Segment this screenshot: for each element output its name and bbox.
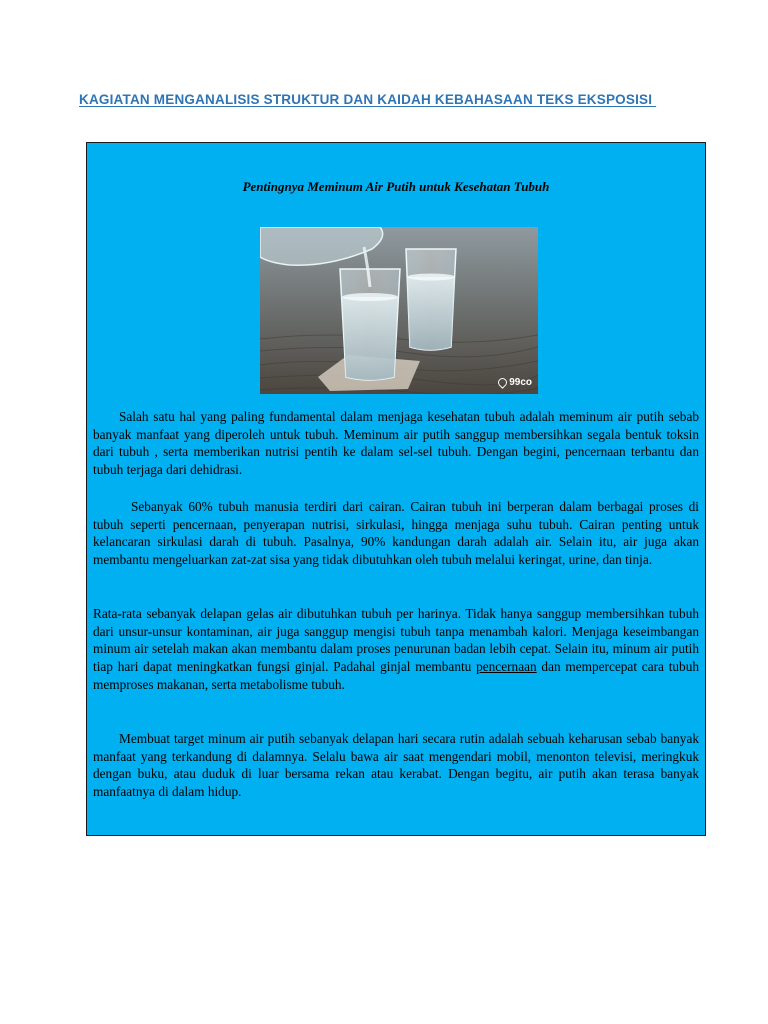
glasses-of-water-photo <box>260 227 538 394</box>
watermark-logo <box>498 377 532 388</box>
paragraph-3-text-end: dan mempercepat cara tubuh memproses makanan, serta metabolisme tubuh. <box>93 659 699 692</box>
paragraph-4: Membuat target minum air putih sebanyak delapan hari secara rutin adalah sebuah keharusan sebab banyak manfaat yang terkandung di dalamnya. Selalu bawa air saat mengendari mobil, menonton televisi, meringkuk dengan buku, atau duduk di luar bersama rekan atau kerabat. Dengan begitu, air putih akan terasa banyak manfaatnya di dalam hidup. <box>93 731 699 800</box>
article-box <box>86 142 706 836</box>
watermark-text: 99co <box>509 377 532 388</box>
location-pin-icon <box>496 376 509 389</box>
paragraph-3 <box>93 605 699 694</box>
pencernaan-link[interactable]: pencernaan <box>476 659 537 675</box>
article-title: Pentingnya Meminum Air Putih untuk Kesehatan Tubuh <box>242 179 550 194</box>
page-heading: KAGIATAN MENGANALISIS STRUKTUR DAN KAIDAH KEBAHASAAN TEKS EKSPOSISI <box>79 92 657 107</box>
paragraph-3-text-start: Rata-rata sebanyak delapan gelas air dibutuhkan tubuh per harinya. Tidak hanya sanggup membersihkan tubuh dari unsur-unsur kontaminan, air juga sanggup mengisi tubuh tanpa menambah kalori. Menjaga keseimbangan minum air setelah makan akan membantu dalam proses penurunan badan lebih cepat. Selain itu, minum air putih tiap hari dapat meningkatkan fungsi ginjal. Padahal ginjal membantu <box>93 606 699 675</box>
paragraph-2: Sebanyak 60% tubuh manusia terdiri dari cairan. Cairan tubuh ini berperan dalam berbagai proses di tubuh seperti pencernaan, penyerapan nutrisi, sirkulasi, hingga menjaga suhu tubuh. Cairan penting untuk kelancaran sirkulasi darah di tubuh. Pasalnya, 90% kandungan darah adalah air. Selain itu, air juga akan membantu mengeluarkan zat-zat sisa yang tidak dibutuhkan oleh tubuh melalui keringat, urine, dan tinja. <box>93 499 699 568</box>
paragraph-1: Salah satu hal yang paling fundamental dalam menjaga kesehatan tubuh adalah meminum air putih sebab banyak manfaat yang diperoleh untuk tubuh. Meminum air putih sanggup membersihkan segala bentuk toksin dari tubuh , serta memberikan nutrisi pentih ke dalam sel-sel tubuh. Dengan begini, pencernaan terbantu dan tubuh terjaga dari dehidrasi. <box>93 409 699 478</box>
